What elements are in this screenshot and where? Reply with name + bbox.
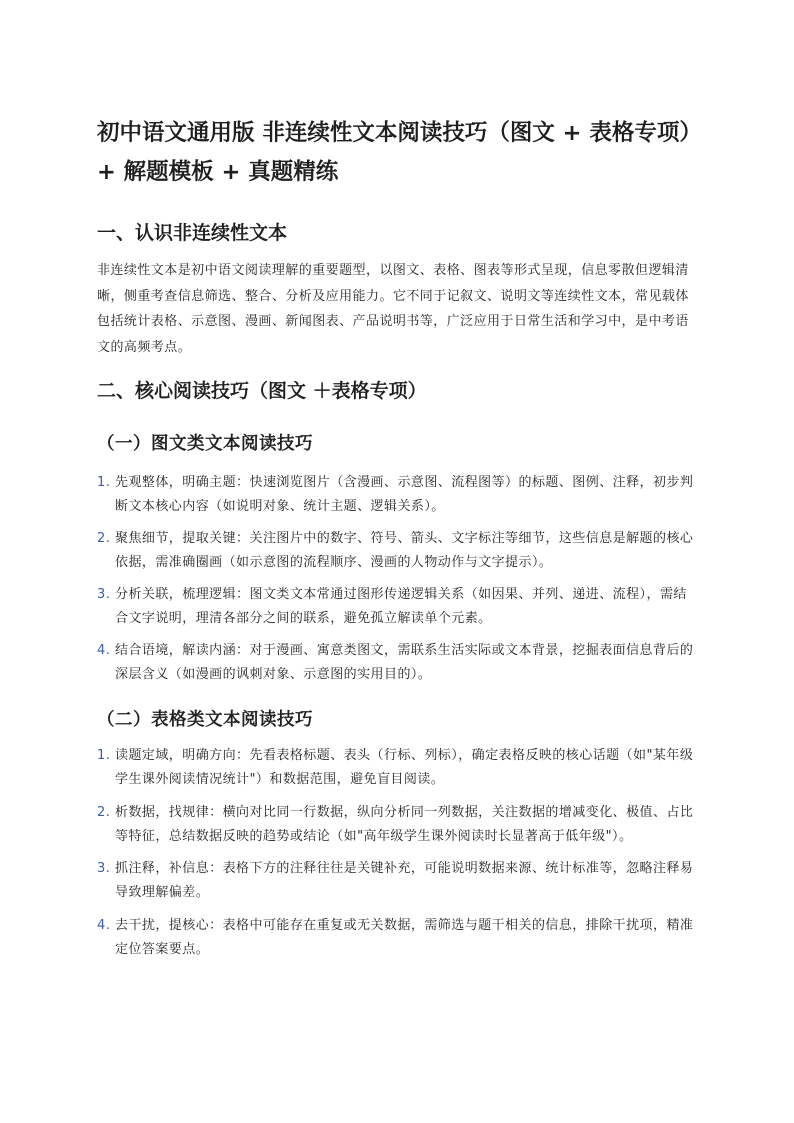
list-item-text: 分析关联，梳理逻辑：图文类文本常通过图形传递逻辑关系（如因果、并列、递进、流程），需结合文字说明，理清各部分之间的联系，避免孤立解读单个元素。 — [115, 587, 687, 626]
list-item — [97, 583, 697, 631]
list-item-text: 抓注释，补信息：表格下方的注释往往是关键补充，可能说明数据来源、统计标准等，忽略注释易导致理解偏差。 — [115, 861, 694, 900]
section-heading-2: 二、核心阅读技巧（图文 ＋表格专项） — [97, 380, 427, 402]
subsection-heading-2: （二）表格类文本阅读技巧 — [97, 710, 313, 730]
list-number: 4. — [97, 917, 111, 933]
list-item-text: 结合语境，解读内涵：对于漫画、寓意类图文，需联系生活实际或文本背景，挖掘表面信息背后的深层含义（如漫画的讽刺对象、示意图的实用目的）。 — [115, 643, 694, 682]
list-item — [97, 471, 697, 519]
list-number: 2. — [97, 531, 111, 546]
document-title: 初中语文通用版 非连续性文本阅读技巧（图文 + 表格专项）+ 解题模板 + 真题精练 — [97, 120, 691, 185]
list-number: 3. — [97, 587, 111, 602]
list-item-text: 去干扰，提核心：表格中可能存在重复或无关数据，需筛选与题干相关的信息，排除干扰项，精准定位答案要点。 — [115, 917, 694, 957]
subsection-heading-1: （一）图文类文本阅读技巧 — [97, 434, 313, 454]
table-text-tips-list — [97, 744, 697, 970]
list-item — [97, 801, 697, 849]
list-item-text: 聚焦细节，提取关键：关注图片中的数字、符号、箭头、文字标注等细节，这些信息是解题的核心依据，需准确圈画（如示意图的流程顺序、漫画的人物动作与文字提示）。 — [115, 531, 694, 570]
list-number: 1. — [97, 748, 111, 763]
list-item — [97, 639, 697, 687]
intro-paragraph: 非连续性文本是初中语文阅读理解的重要题型，以图文、表格、图表等形式呈现，信息零散但逻辑清晰，侧重考查信息筛选、整合、分析及应用能力。它不同于记叙文、说明文等连续性文本，常见载体包括统计表格、示意图、漫画、新闻图表、产品说明书等，广泛应用于日常生活和学习中，是中考语文的高频考点。 — [97, 263, 689, 355]
list-number: 3. — [97, 861, 111, 876]
list-number: 4. — [97, 643, 111, 658]
list-item — [97, 744, 697, 792]
list-item — [97, 914, 697, 962]
list-item-text: 读题定域，明确方向：先看表格标题、表头（行标、列标），确定表格反映的核心话题（如"某年级学生课外阅读情况统计"）和数据范围，避免盲目阅读。 — [115, 748, 694, 787]
section-heading-1: 一、认识非连续性文本 — [97, 222, 288, 244]
graphic-text-tips-list — [97, 471, 697, 695]
list-item-text: 先观整体，明确主题：快速浏览图片（含漫画、示意图、流程图等）的标题、图例、注释，初步判断文本核心内容（如说明对象、统计主题、逻辑关系）。 — [115, 475, 694, 514]
list-item-text: 析数据，找规律：横向对比同一行数据，纵向分析同一列数据，关注数据的增减变化、极值、占比等特征，总结数据反映的趋势或结论（如"高年级学生课外阅读时长显著高于低年级"）。 — [115, 804, 694, 844]
list-item — [97, 527, 697, 575]
list-number: 2. — [97, 804, 111, 820]
list-number: 1. — [97, 475, 111, 490]
list-item — [97, 857, 697, 905]
